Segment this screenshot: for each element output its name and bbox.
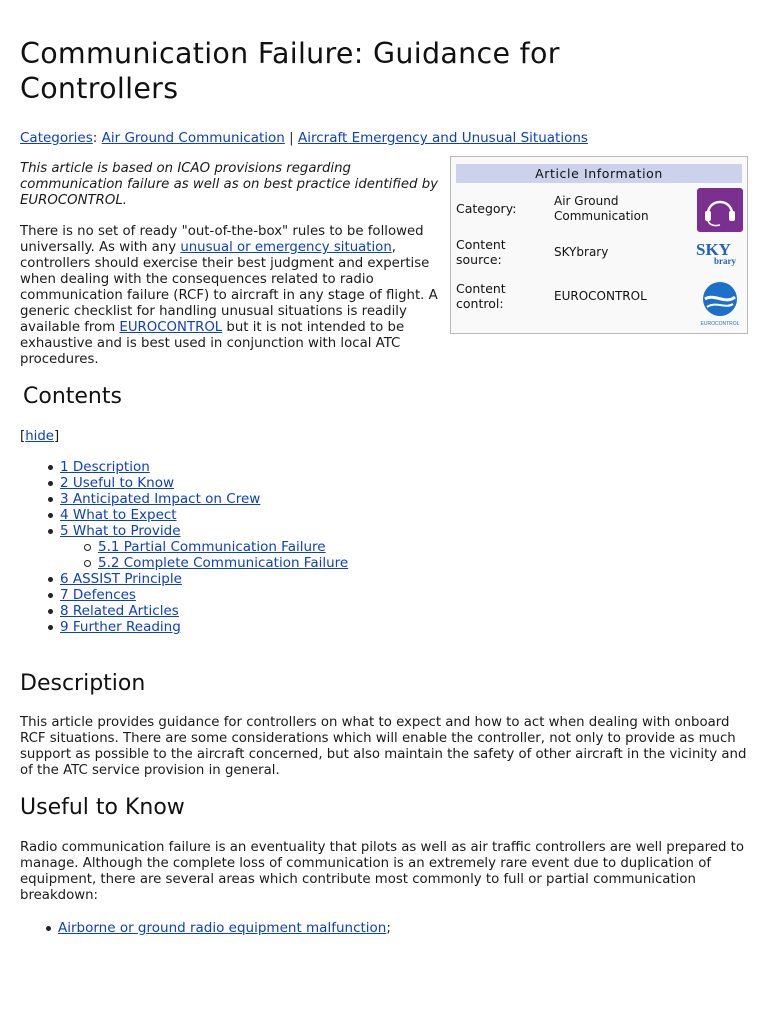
toc-subitem [20,555,348,571]
eurocontrol-logo-text: EUROCONTROL [700,321,740,327]
toc-link-description[interactable]: 1 Description [60,459,150,475]
skybrary-logo[interactable] [696,239,744,269]
toc-item [20,491,348,507]
infobox-value: Air Ground Communication [554,194,649,223]
toc-item [20,587,348,603]
toc-item [20,603,348,619]
toc-item [20,507,348,523]
intro-text [20,161,440,383]
toc-item [20,475,348,491]
infobox-key: Content source: [456,237,506,267]
table-of-contents [20,459,348,635]
headset-icon[interactable] [696,188,744,232]
toc-link-complete-failure[interactable]: 5.2 Complete Communication Failure [98,555,349,571]
toc-link-what-to-provide[interactable]: 5 What to Provide [60,523,181,539]
skybrary-logo-sub: brary [714,256,736,266]
description-heading: Description [20,671,146,696]
toc-link-assist-principle[interactable]: 6 ASSIST Principle [60,571,182,587]
category-links: Categories: Air Ground Communication | Aircraft Emergency and Unusual Situations [20,130,588,146]
toc-link-defences[interactable]: 7 Defences [60,587,136,603]
categories-link[interactable]: Categories [20,130,93,146]
intro-lead: This article is based on ICAO provisions regarding communication failure as well as on best practice identified by EUROCONTROL. [20,161,439,208]
category-aircraft-emergency[interactable]: Aircraft Emergency and Unusual Situations [297,130,588,146]
skybrary-logo-text: SKY [696,240,731,259]
infobox-row-control [456,279,744,329]
toc-item [20,571,348,587]
radio-malfunction-link[interactable]: Airborne or ground radio equipment malfunction [58,920,387,936]
description-text: This article provides guidance for controllers on what to expect and how to act when dealing with onboard RCF situations. There are some considerations which will enable the controller, not only to provide as much support as possible to the aircraft concerned, but also maintain the safety of other aircraft in the vicinity and of the ATC service provision in general. [20,715,747,778]
category-air-ground-communication[interactable]: Air Ground Communication [101,130,285,146]
toc-toggle: [hide] [20,429,60,444]
toc-subitem [20,539,348,555]
useful-to-know-heading: Useful to Know [20,795,185,820]
infobox-header: Article Information [456,164,742,183]
infobox-value: SKYbrary [554,245,609,259]
page-title: Communication Failure: Guidance for Controllers [20,37,560,105]
unusual-emergency-link[interactable]: unusual or emergency situation [180,240,392,255]
infobox-row-source [456,237,744,273]
toc-link-useful-to-know[interactable]: 2 Useful to Know [60,475,175,491]
list-item: Airborne or ground radio equipment malfunction; [20,920,391,936]
eurocontrol-link[interactable]: EUROCONTROL [119,320,223,335]
eurocontrol-logo[interactable] [696,279,744,327]
toc-link-what-to-expect[interactable]: 4 What to Expect [60,507,177,523]
toc-link-anticipated-impact[interactable]: 3 Anticipated Impact on Crew [60,491,261,507]
infobox-row-category [456,188,744,232]
contents-heading: Contents [23,384,122,409]
infobox-key: Category: [456,201,517,216]
toc-link-partial-failure[interactable]: 5.1 Partial Communication Failure [98,539,326,555]
toc-link-related-articles[interactable]: 8 Related Articles [60,603,179,619]
useful-to-know-text: Radio communication failure is an eventuality that pilots as well as air traffic controllers are well prepared to manage. Although the complete loss of communication is an extremely rare event due to duplication of equipment, there are several areas which contribute most commonly to full or partial communication breakdown: [20,840,745,903]
toc-item [20,459,348,475]
contributing-factors-list [20,920,391,936]
infobox-value: EUROCONTROL [554,289,647,303]
category-separator: | [289,130,294,146]
infobox-key: Content control: [456,281,506,311]
toc-item [20,523,348,539]
toc-hide-link[interactable]: hide [25,429,54,444]
toc-link-further-reading[interactable]: 9 Further Reading [60,619,181,635]
intro-paragraph: There is no set of ready "out-of-the-box" rules to be followed universally. As with any unusual or emergency situation, controllers should exercise their best judgment and expertise when dealing with the consequences related to radio communication failure (RCF) to aircraft in any stage of flight. A generic checklist for handling unusual situations is readily available from EUROCONTROL but it is not intended to be exhaustive and is best used in conjunction with local ATC procedures. [20,224,438,367]
article-information-box [450,156,748,334]
toc-item [20,619,348,635]
